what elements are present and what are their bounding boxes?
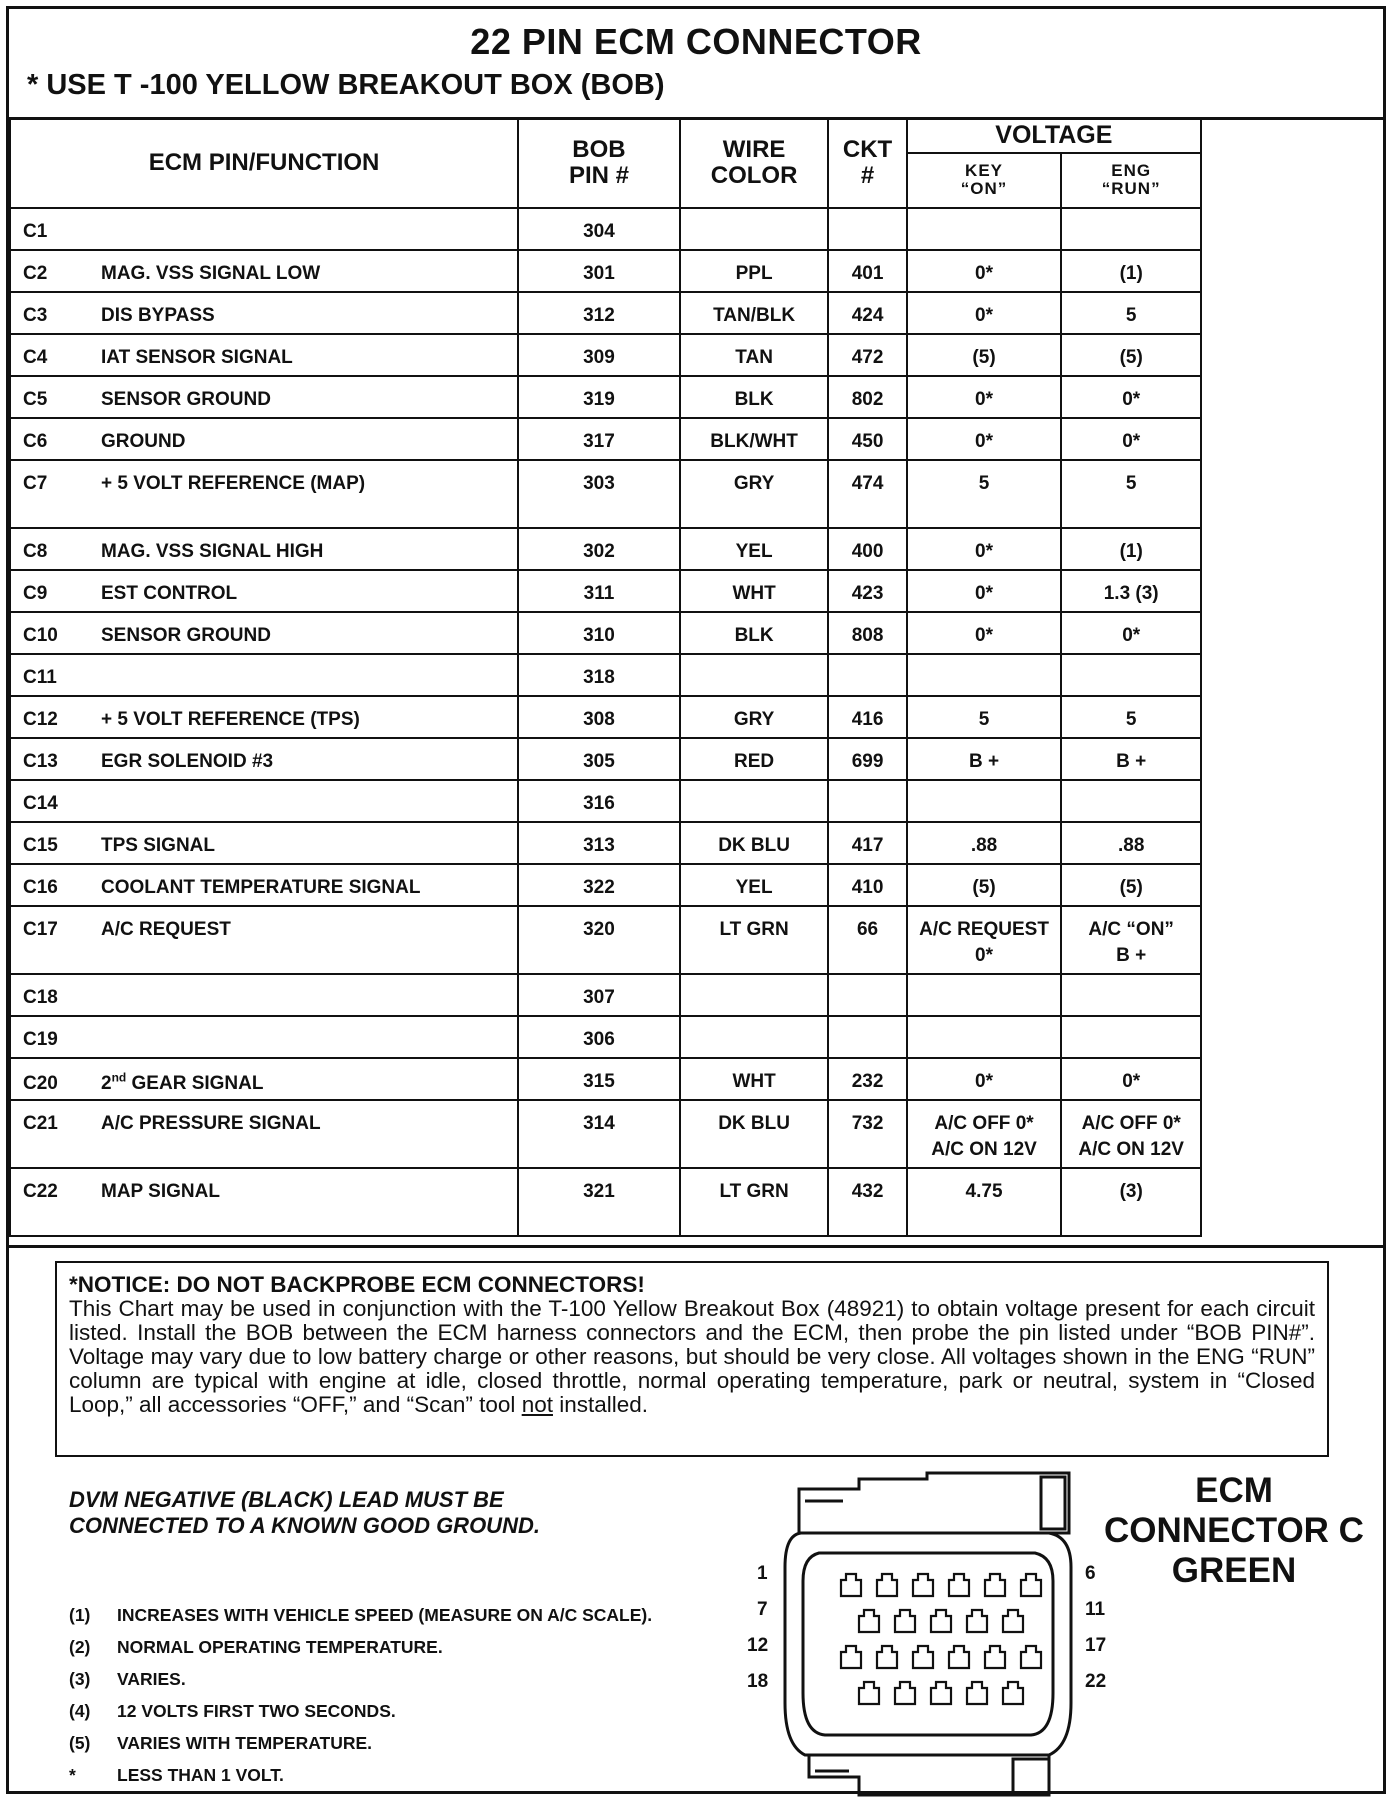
cell-wire-color [680, 208, 829, 250]
cell-key-on: (5) [907, 334, 1062, 376]
header-eng-run: ENG “RUN” [1061, 153, 1201, 208]
page-subtitle: * USE T -100 YELLOW BREAKOUT BOX (BOB) [27, 69, 665, 101]
table-row [10, 780, 1201, 822]
cell-ecm-pin-function: C6 GROUND [10, 418, 518, 460]
table-row [10, 376, 1201, 418]
cell-ckt: 416 [828, 696, 906, 738]
cell-ckt: 401 [828, 250, 906, 292]
connector-label: ECM CONNECTOR C GREEN [1104, 1471, 1364, 1590]
connector-pin-number-right: 11 [1085, 1599, 1106, 1620]
cell-wire-color [680, 654, 829, 696]
cell-ecm-pin-function: C21 A/C PRESSURE SIGNAL [10, 1100, 518, 1168]
cell-eng-run: A/C OFF 0* A/C ON 12V [1061, 1100, 1201, 1168]
table-row [10, 864, 1201, 906]
table-row [10, 906, 1201, 974]
cell-ckt: 423 [828, 570, 906, 612]
cell-bob-pin: 307 [518, 974, 680, 1016]
table-row [10, 822, 1201, 864]
connector-pin [1003, 1682, 1023, 1704]
cell-wire-color: BLK/WHT [680, 418, 829, 460]
cell-key-on: 0* [907, 612, 1062, 654]
connector-pin-number-right: 22 [1085, 1671, 1107, 1692]
chart-sheet [6, 6, 1386, 1794]
cell-bob-pin: 306 [518, 1016, 680, 1058]
cell-ckt [828, 208, 906, 250]
table-row [10, 738, 1201, 780]
cell-eng-run: (5) [1061, 864, 1201, 906]
table-row [10, 654, 1201, 696]
cell-key-on: (5) [907, 864, 1062, 906]
connector-pin [913, 1574, 933, 1596]
header-ckt: CKT # [828, 118, 906, 208]
cell-key-on: A/C OFF 0* A/C ON 12V [907, 1100, 1062, 1168]
cell-ecm-pin-function: C19 [10, 1016, 518, 1058]
connector-pin-number-right: 17 [1085, 1635, 1107, 1656]
cell-ckt [828, 780, 906, 822]
cell-bob-pin: 311 [518, 570, 680, 612]
cell-eng-run: B + [1061, 738, 1201, 780]
cell-key-on [907, 974, 1062, 1016]
table-row [10, 334, 1201, 376]
cell-key-on: 0* [907, 1058, 1062, 1100]
cell-bob-pin: 312 [518, 292, 680, 334]
cell-bob-pin: 315 [518, 1058, 680, 1100]
cell-key-on: 0* [907, 570, 1062, 612]
cell-ecm-pin-function: C5 SENSOR GROUND [10, 376, 518, 418]
cell-wire-color: LT GRN [680, 906, 829, 974]
cell-ckt: 808 [828, 612, 906, 654]
cell-bob-pin: 302 [518, 528, 680, 570]
cell-wire-color: RED [680, 738, 829, 780]
table-row [10, 570, 1201, 612]
notice-box [55, 1261, 1329, 1457]
table-row [10, 208, 1201, 250]
footnote-item: (4) 12 VOLTS FIRST TWO SECONDS. [69, 1700, 396, 1721]
cell-wire-color: GRY [680, 460, 829, 528]
cell-ecm-pin-function: C22 MAP SIGNAL [10, 1168, 518, 1236]
cell-key-on: 4.75 [907, 1168, 1062, 1236]
cell-ecm-pin-function: C10 SENSOR GROUND [10, 612, 518, 654]
cell-eng-run [1061, 780, 1201, 822]
cell-key-on: 0* [907, 292, 1062, 334]
cell-ecm-pin-function: C14 [10, 780, 518, 822]
header-voltage: VOLTAGE [907, 118, 1201, 153]
cell-wire-color: YEL [680, 528, 829, 570]
cell-ckt [828, 974, 906, 1016]
cell-eng-run: 0* [1061, 1058, 1201, 1100]
footnote-item: (1) INCREASES WITH VEHICLE SPEED (MEASURE ON A/C SCALE). [69, 1604, 653, 1625]
cell-bob-pin: 319 [518, 376, 680, 418]
cell-bob-pin: 316 [518, 780, 680, 822]
cell-key-on [907, 780, 1062, 822]
cell-ckt: 417 [828, 822, 906, 864]
cell-ckt: 472 [828, 334, 906, 376]
cell-bob-pin: 308 [518, 696, 680, 738]
cell-ckt: 802 [828, 376, 906, 418]
connector-pin [985, 1574, 1005, 1596]
cell-ckt [828, 654, 906, 696]
connector-pin [931, 1610, 951, 1632]
cell-eng-run [1061, 974, 1201, 1016]
table-row [10, 292, 1201, 334]
cell-bob-pin: 301 [518, 250, 680, 292]
pin-table [9, 117, 1202, 1237]
cell-ckt: 424 [828, 292, 906, 334]
cell-ecm-pin-function: C16 COOLANT TEMPERATURE SIGNAL [10, 864, 518, 906]
cell-ecm-pin-function: C13 EGR SOLENOID #3 [10, 738, 518, 780]
table-row [10, 460, 1201, 528]
connector-pin [913, 1646, 933, 1668]
cell-bob-pin: 304 [518, 208, 680, 250]
cell-wire-color: YEL [680, 864, 829, 906]
cell-eng-run: (3) [1061, 1168, 1201, 1236]
cell-ecm-pin-function: C8 MAG. VSS SIGNAL HIGH [10, 528, 518, 570]
cell-key-on [907, 654, 1062, 696]
cell-eng-run [1061, 654, 1201, 696]
cell-bob-pin: 309 [518, 334, 680, 376]
cell-wire-color [680, 780, 829, 822]
footnote-item: (3) VARIES. [69, 1668, 186, 1689]
cell-wire-color: GRY [680, 696, 829, 738]
connector-pin [1021, 1646, 1041, 1668]
notice-body: This Chart may be used in conjunction with the T-100 Yellow Breakout Box (48921) to obtain voltage present for each circuit listed. Install the BOB between the ECM harness connectors and the ECM, then probe the pin listed under “BOB PIN#”. Voltage may vary due to low battery charge or other reasons, but should be very close. All voltages shown in the ENG “RUN” column are typical with engine at idle, closed throttle, normal operating temperature, park or neutral, system in “Closed Loop,” all accessories “OFF,” and “Scan” tool not installed. [69, 1296, 1315, 1417]
cell-eng-run: (1) [1061, 250, 1201, 292]
cell-eng-run: 1.3 (3) [1061, 570, 1201, 612]
table-row [10, 1058, 1201, 1100]
header-wire-color: WIRE COLOR [680, 118, 829, 208]
table-row [10, 418, 1201, 460]
connector-pin [841, 1574, 861, 1596]
cell-ckt: 450 [828, 418, 906, 460]
connector-pin-number-right: 6 [1085, 1563, 1096, 1584]
cell-key-on: 0* [907, 250, 1062, 292]
connector-pin [949, 1574, 969, 1596]
cell-wire-color: DK BLU [680, 822, 829, 864]
cell-wire-color: DK BLU [680, 1100, 829, 1168]
table-row [10, 696, 1201, 738]
table-row [10, 1100, 1201, 1168]
connector-pin [877, 1646, 897, 1668]
cell-ckt: 432 [828, 1168, 906, 1236]
cell-bob-pin: 310 [518, 612, 680, 654]
cell-ecm-pin-function: C17 A/C REQUEST [10, 906, 518, 974]
cell-wire-color: BLK [680, 376, 829, 418]
cell-eng-run: (1) [1061, 528, 1201, 570]
cell-ecm-pin-function: C20 2nd GEAR SIGNAL [10, 1058, 518, 1100]
table-row [10, 1168, 1201, 1236]
cell-wire-color: WHT [680, 570, 829, 612]
table-row [10, 974, 1201, 1016]
cell-ecm-pin-function: C4 IAT SENSOR SIGNAL [10, 334, 518, 376]
cell-ecm-pin-function: C15 TPS SIGNAL [10, 822, 518, 864]
cell-wire-color [680, 974, 829, 1016]
connector-pin [1003, 1610, 1023, 1632]
cell-eng-run: 0* [1061, 612, 1201, 654]
cell-bob-pin: 320 [518, 906, 680, 974]
table-row [10, 1016, 1201, 1058]
cell-ckt: 474 [828, 460, 906, 528]
cell-eng-run: .88 [1061, 822, 1201, 864]
cell-eng-run [1061, 208, 1201, 250]
cell-ckt: 410 [828, 864, 906, 906]
cell-ckt: 232 [828, 1058, 906, 1100]
connector-pin-number-left: 12 [747, 1635, 769, 1656]
cell-ecm-pin-function: C3 DIS BYPASS [10, 292, 518, 334]
cell-ckt [828, 1016, 906, 1058]
section-divider [9, 1245, 1383, 1248]
cell-bob-pin: 318 [518, 654, 680, 696]
connector-diagram [779, 1471, 1079, 1801]
header-ecm-pin-function: ECM PIN/FUNCTION [10, 118, 518, 208]
header-bob-pin: BOB PIN # [518, 118, 680, 208]
cell-key-on: 0* [907, 528, 1062, 570]
dvm-warning: DVM NEGATIVE (BLACK) LEAD MUST BE CONNECTED TO A KNOWN GOOD GROUND. [69, 1487, 540, 1538]
connector-pin-number-left: 7 [757, 1599, 768, 1620]
connector-pin-number-left: 1 [757, 1563, 768, 1584]
footnotes [69, 1599, 652, 1791]
cell-wire-color: TAN/BLK [680, 292, 829, 334]
connector-pin [895, 1682, 915, 1704]
cell-bob-pin: 317 [518, 418, 680, 460]
cell-eng-run: 5 [1061, 696, 1201, 738]
cell-key-on [907, 1016, 1062, 1058]
cell-wire-color: WHT [680, 1058, 829, 1100]
table-row [10, 250, 1201, 292]
cell-ckt: 699 [828, 738, 906, 780]
cell-key-on: 5 [907, 460, 1062, 528]
cell-bob-pin: 314 [518, 1100, 680, 1168]
header [9, 9, 1383, 120]
cell-key-on: A/C REQUEST 0* [907, 906, 1062, 974]
footnote-item: (2) NORMAL OPERATING TEMPERATURE. [69, 1636, 443, 1657]
connector-pin [931, 1682, 951, 1704]
cell-ckt: 732 [828, 1100, 906, 1168]
cell-bob-pin: 321 [518, 1168, 680, 1236]
cell-bob-pin: 322 [518, 864, 680, 906]
cell-ecm-pin-function: C7 + 5 VOLT REFERENCE (MAP) [10, 460, 518, 528]
cell-bob-pin: 303 [518, 460, 680, 528]
cell-eng-run: A/C “ON” B + [1061, 906, 1201, 974]
cell-eng-run: (5) [1061, 334, 1201, 376]
cell-key-on [907, 208, 1062, 250]
cell-key-on: .88 [907, 822, 1062, 864]
cell-ecm-pin-function: C18 [10, 974, 518, 1016]
connector-pin [967, 1610, 987, 1632]
connector-pin [859, 1610, 879, 1632]
cell-key-on: 0* [907, 376, 1062, 418]
cell-key-on: B + [907, 738, 1062, 780]
notice-heading: *NOTICE: DO NOT BACKPROBE ECM CONNECTORS! [69, 1272, 645, 1297]
page-title: 22 PIN ECM CONNECTOR [470, 21, 922, 62]
cell-bob-pin: 313 [518, 822, 680, 864]
connector-pin [841, 1646, 861, 1668]
cell-ecm-pin-function: C9 EST CONTROL [10, 570, 518, 612]
footnote-item: * LESS THAN 1 VOLT. [69, 1764, 284, 1785]
cell-eng-run: 5 [1061, 460, 1201, 528]
cell-wire-color: LT GRN [680, 1168, 829, 1236]
cell-ecm-pin-function: C12 + 5 VOLT REFERENCE (TPS) [10, 696, 518, 738]
cell-ecm-pin-function: C2 MAG. VSS SIGNAL LOW [10, 250, 518, 292]
cell-eng-run [1061, 1016, 1201, 1058]
header-key-on: KEY “ON” [907, 153, 1062, 208]
connector-pin [949, 1646, 969, 1668]
connector-pin [1021, 1574, 1041, 1596]
cell-ckt: 66 [828, 906, 906, 974]
cell-ckt: 400 [828, 528, 906, 570]
connector-pin [877, 1574, 897, 1596]
connector-pin [895, 1610, 915, 1632]
cell-eng-run: 0* [1061, 376, 1201, 418]
connector-pin [967, 1682, 987, 1704]
cell-key-on: 5 [907, 696, 1062, 738]
cell-ecm-pin-function: C1 [10, 208, 518, 250]
cell-eng-run: 5 [1061, 292, 1201, 334]
connector-pin [985, 1646, 1005, 1668]
cell-wire-color: PPL [680, 250, 829, 292]
cell-ecm-pin-function: C11 [10, 654, 518, 696]
cell-wire-color: TAN [680, 334, 829, 376]
cell-wire-color: BLK [680, 612, 829, 654]
cell-bob-pin: 305 [518, 738, 680, 780]
connector-pin [859, 1682, 879, 1704]
cell-eng-run: 0* [1061, 418, 1201, 460]
cell-key-on: 0* [907, 418, 1062, 460]
footnote-item: (5) VARIES WITH TEMPERATURE. [69, 1732, 373, 1753]
table-row [10, 528, 1201, 570]
connector-pin-number-left: 18 [747, 1671, 769, 1692]
cell-wire-color [680, 1016, 829, 1058]
table-row [10, 612, 1201, 654]
